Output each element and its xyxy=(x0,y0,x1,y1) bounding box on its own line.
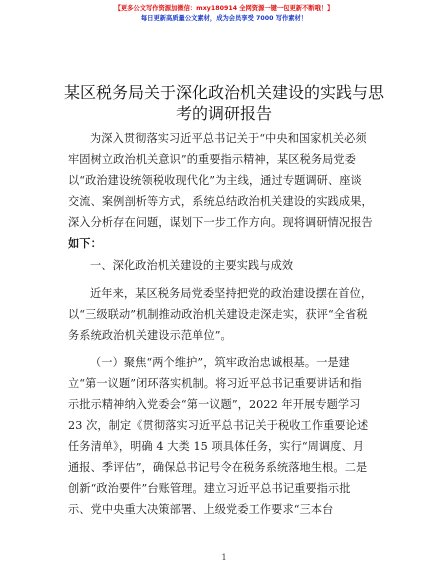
title-line-1: 某区税务局关于深化政治机关建设的实践与思 xyxy=(63,83,384,102)
body-line: 立“第一议题”闭环落实机制。将习近平总书记重要讲话和指 xyxy=(68,377,362,390)
body-line: 创新“政治要件”台账管理。建立习近平总书记重要指示批 xyxy=(68,482,351,495)
subsection-heading: （一）聚焦“两个维护”，筑牢政治忠诚根基。一是建 xyxy=(90,356,350,369)
body-line: 牢固树立政治机关意识”的重要指示精神，某区税务局党委 xyxy=(68,153,357,166)
body-line: 以“三级联动”机制推动政治机关建设走深走实，获评“全省税 xyxy=(68,308,368,321)
section-heading: 一、深化政治机关建设的主要实践与成效 xyxy=(90,259,294,272)
document-title xyxy=(40,82,408,124)
body-line: 为深入贯彻落实习近平总书记关于“中央和国家机关必须 xyxy=(90,132,367,145)
body-line: 示批示精神纳入党委会“第一议题”，2022 年开展专题学习 xyxy=(68,398,361,411)
body-line: 如下： xyxy=(68,237,102,250)
body-line: 23 次，制定《贯彻落实习近平总书记关于税收工作重要论述 xyxy=(68,419,369,432)
body-line: 深入分析存在问题，谋划下一步工作方向。现将调研情况报告 xyxy=(68,216,373,229)
promo-line-red: 【更多公文写作资源加微信：mxy180914 全网资源一键一包更新不断哦！】 xyxy=(114,4,334,12)
body-line: 近年来，某区税务局党委坚持把党的政治建设摆在首位， xyxy=(90,287,373,300)
title-line-2: 考的调研报告 xyxy=(175,104,272,123)
promo-line-blue: 每日更新高质量公文素材，成为会员享受 7000 写作素材！ xyxy=(140,14,308,22)
page-number: 1 xyxy=(221,553,227,562)
body-line: 务系统政治机关建设示范单位”。 xyxy=(68,329,232,342)
body-line: 任务清单》，明确 4 大类 15 项具体任务，实行“周调度、月 xyxy=(68,440,365,453)
body-line: 通报、季评估”，确保总书记号令在税务系统落地生根。二是 xyxy=(68,461,368,474)
body-line: 以“政治建设统领税收现代化”为主线，通过专题调研、座谈 xyxy=(68,174,362,187)
promo-banner xyxy=(0,3,448,23)
body-line: 交流、案例剖析等方式，系统总结政治机关建设的实践成果， xyxy=(68,195,373,208)
body-line: 示、党中央重大决策部署、上级党委工作要求“三本台 xyxy=(68,503,334,516)
